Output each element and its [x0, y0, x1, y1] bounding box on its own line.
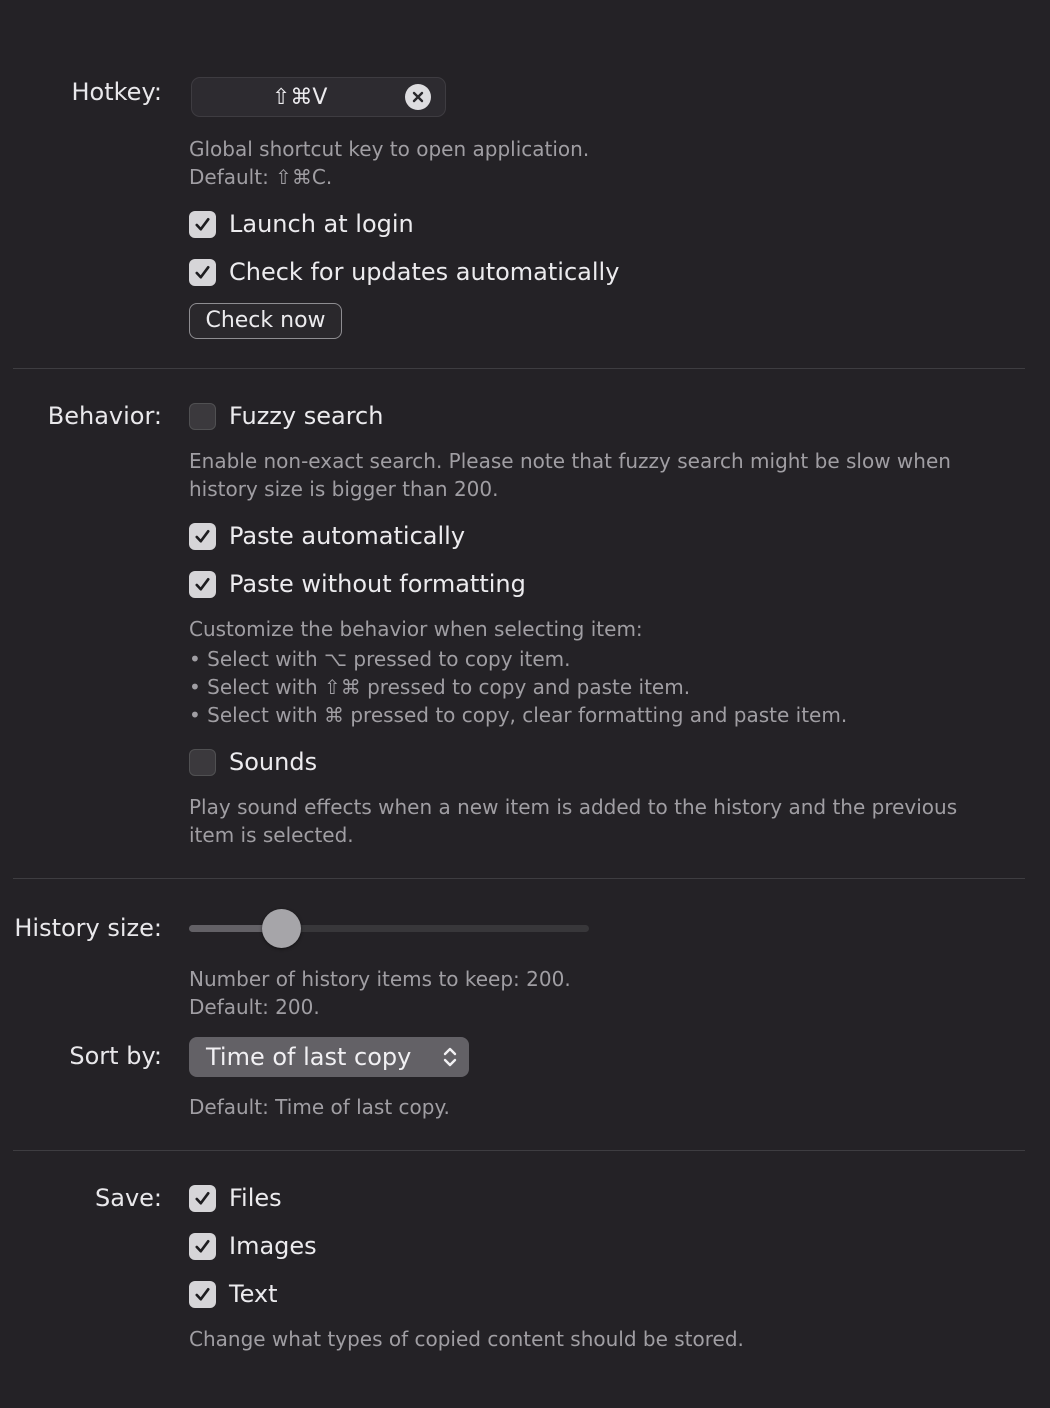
launch-at-login-label: Launch at login: [229, 210, 414, 238]
check-updates-checkbox[interactable]: [189, 257, 619, 287]
save-description: Change what types of copied content should be stored.: [189, 1327, 744, 1351]
clear-hotkey-icon[interactable]: [405, 84, 431, 110]
fuzzy-search-label: Fuzzy search: [229, 402, 384, 430]
sounds-description-cont: item is selected.: [189, 823, 354, 847]
save-images-checkbox[interactable]: [189, 1231, 317, 1261]
sort-by-select[interactable]: [189, 1037, 469, 1077]
history-size-default: Default: 200.: [189, 995, 320, 1019]
history-size-slider[interactable]: [189, 925, 589, 932]
sounds-checkbox[interactable]: [189, 747, 317, 777]
hotkey-value: ⇧⌘V: [272, 85, 328, 110]
hotkey-default: Default: ⇧⌘C.: [189, 165, 333, 189]
save-text-checkbox[interactable]: [189, 1279, 278, 1309]
customize-bullet-2: • Select with ⇧⌘ pressed to copy and paste item.: [189, 675, 691, 699]
customize-bullet-1: • Select with ⌥ pressed to copy item.: [189, 647, 571, 671]
checkbox-empty-icon: [189, 403, 216, 430]
history-size-label: History size:: [14, 914, 162, 942]
hotkey-label: Hotkey:: [71, 78, 162, 106]
checkmark-icon: [189, 1281, 216, 1308]
save-label: Save:: [95, 1184, 162, 1212]
checkmark-icon: [189, 259, 216, 286]
hotkey-recorder-field[interactable]: [191, 77, 446, 117]
chevron-up-down-icon: [441, 1044, 459, 1070]
checkmark-icon: [189, 523, 216, 550]
fuzzy-search-checkbox[interactable]: [189, 401, 383, 431]
checkbox-empty-icon: [189, 749, 216, 776]
sounds-label: Sounds: [229, 748, 318, 776]
save-images-label: Images: [229, 1232, 317, 1260]
check-now-button[interactable]: Check now: [189, 303, 342, 339]
checkmark-icon: [189, 211, 216, 238]
section-divider: [13, 1150, 1025, 1151]
sort-by-label: Sort by:: [69, 1042, 162, 1070]
section-divider: [13, 878, 1025, 879]
sounds-description: Play sound effects when a new item is added to the history and the previous: [189, 795, 958, 819]
save-files-label: Files: [229, 1184, 282, 1212]
launch-at-login-checkbox[interactable]: [189, 209, 414, 239]
checkmark-icon: [189, 1233, 216, 1260]
history-size-description: Number of history items to keep: 200.: [189, 967, 571, 991]
sort-by-value: Time of last copy: [206, 1043, 412, 1071]
hotkey-description: Global shortcut key to open application.: [189, 137, 590, 161]
customize-bullet-3: • Select with ⌘ pressed to copy, clear formatting and paste item.: [189, 703, 848, 727]
section-divider: [13, 368, 1025, 369]
checkmark-icon: [189, 571, 216, 598]
sort-by-default: Default: Time of last copy.: [189, 1095, 450, 1119]
save-files-checkbox[interactable]: [189, 1183, 282, 1213]
check-updates-label: Check for updates automatically: [229, 258, 620, 286]
fuzzy-search-description-cont: history size is bigger than 200.: [189, 477, 499, 501]
paste-without-formatting-label: Paste without formatting: [229, 570, 526, 598]
paste-without-formatting-checkbox[interactable]: [189, 569, 526, 599]
save-text-label: Text: [229, 1280, 278, 1308]
behavior-label: Behavior:: [47, 402, 162, 430]
customize-description: Customize the behavior when selecting item:: [189, 617, 643, 641]
slider-thumb[interactable]: [262, 909, 301, 948]
fuzzy-search-description: Enable non-exact search. Please note that fuzzy search might be slow when: [189, 449, 951, 473]
paste-automatically-checkbox[interactable]: [189, 521, 465, 551]
paste-automatically-label: Paste automatically: [229, 522, 466, 550]
checkmark-icon: [189, 1185, 216, 1212]
